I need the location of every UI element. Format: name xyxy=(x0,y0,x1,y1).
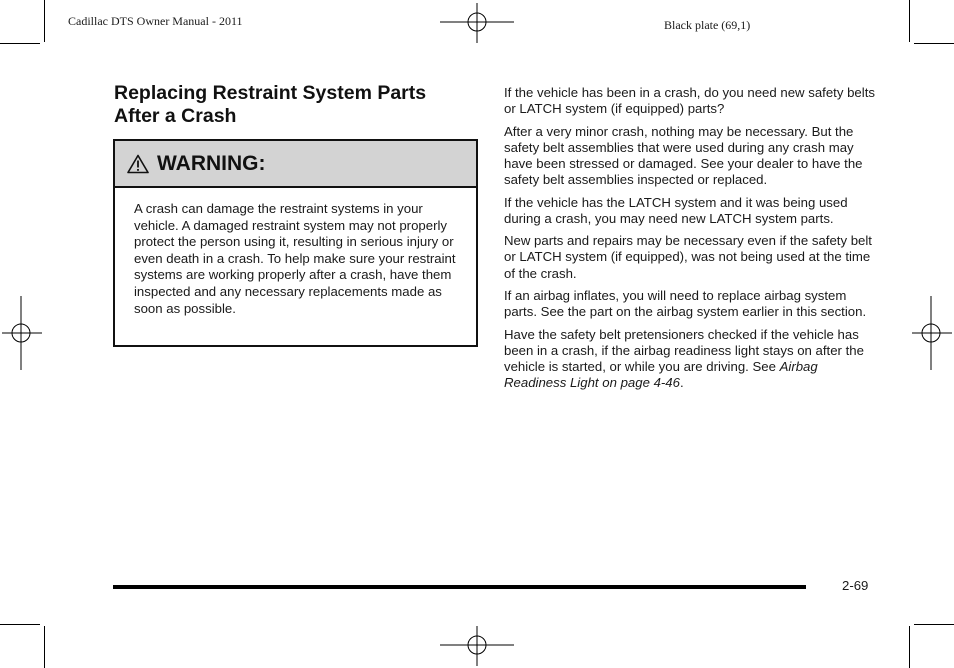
footer-rule xyxy=(113,585,806,589)
paragraph: If an airbag inflates, you will need to replace airbag system parts. See the part on the airbag system earlier in this section. xyxy=(504,287,867,320)
warning-box xyxy=(113,139,478,347)
plate-label: Black plate (69,1) xyxy=(664,18,751,32)
paragraph: If the vehicle has been in a crash, do you need new safety belts or LATCH system (if equipped) parts? xyxy=(504,85,875,117)
warning-text: A crash can damage the restraint systems in your vehicle. A damaged restraint system may not properly protect the person using it, resulting in serious injury or even death in a crash. To help make sure your restraint systems are working properly after a crash, have them inspected and any necessary replacements made as soon as possible. xyxy=(134,201,456,316)
warning-triangle-icon xyxy=(127,154,149,174)
section-title: Replacing Restraint System Parts After a Crash xyxy=(114,82,427,127)
registration-mark-top xyxy=(440,3,514,43)
paragraph: New parts and repairs may be necessary even if the safety belt or LATCH system (if equipped), was not being used at the time of the crash. xyxy=(504,233,872,281)
paragraph: If the vehicle has the LATCH system and it was being used during a crash, you may need new LATCH system parts. xyxy=(504,194,848,226)
manual-title: Cadillac DTS Owner Manual - 2011 xyxy=(68,14,243,28)
cross-reference-link[interactable]: Airbag Readiness Light on page 4-46 xyxy=(504,358,818,391)
body-text xyxy=(504,85,876,398)
paragraph: After a very minor crash, nothing may be necessary. But the safety belt assemblies that were used during any crash may have been stressed or damaged. See your dealer to have the safety belt assemblies inspected or replaced. xyxy=(504,123,863,188)
paragraph xyxy=(504,327,876,392)
paragraph-end: . xyxy=(679,375,684,391)
paragraph-text: Have the safety belt pretensioners checked if the vehicle has been in a crash, if the airbag readiness light stays on after the vehicle is started, or while you are driving. See xyxy=(504,326,864,374)
registration-mark-bottom xyxy=(440,626,514,666)
registration-mark-left xyxy=(2,296,42,370)
page-number: 2-69 xyxy=(842,578,869,593)
registration-mark-right xyxy=(912,296,952,370)
warning-label: WARNING: xyxy=(157,151,266,175)
warning-header xyxy=(115,141,476,188)
